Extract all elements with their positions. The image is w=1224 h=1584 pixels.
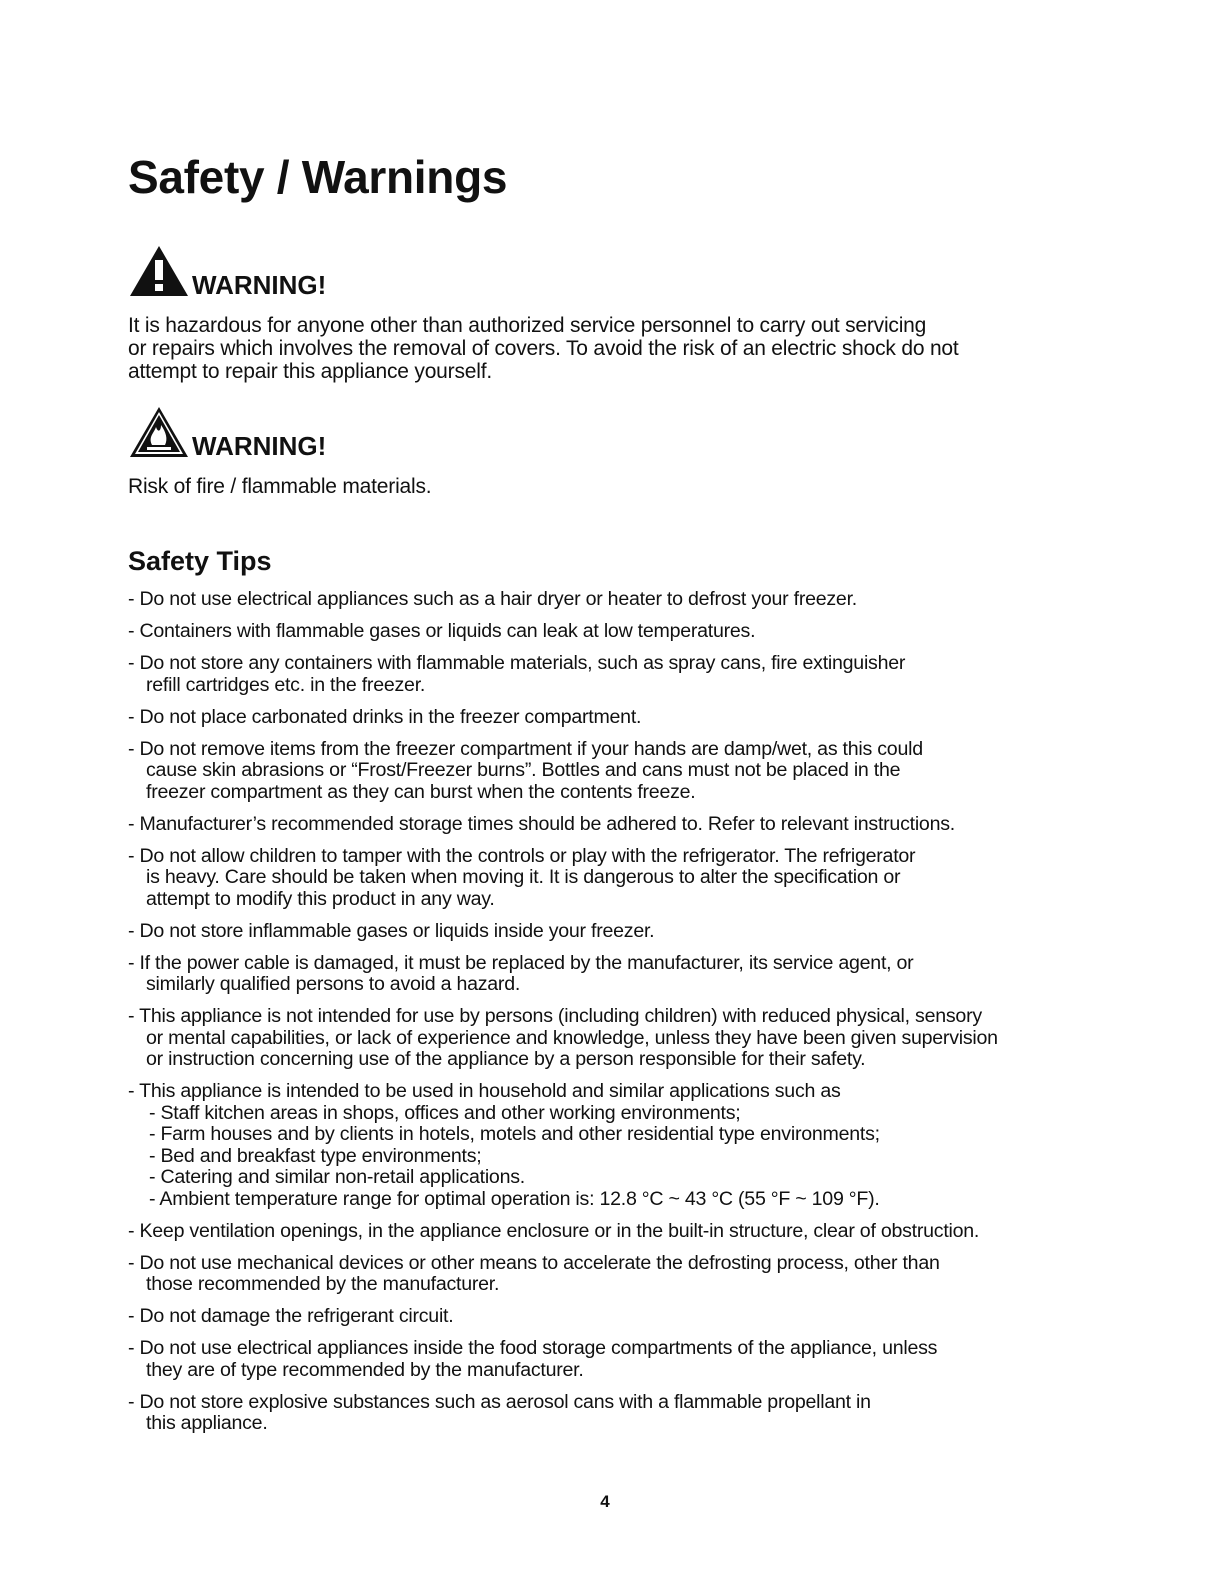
text-line: freezer compartment as they can burst when the contents freeze. (146, 780, 696, 803)
text-line: - This appliance is not intended for use by persons (including children) with reduced physical, sensory (128, 1005, 982, 1027)
text-line: this appliance. (146, 1412, 268, 1434)
text-line: is heavy. Care should be taken when moving it. It is dangerous to alter the specification or (146, 866, 901, 888)
list-item (128, 846, 998, 911)
text-line: similarly qualified persons to avoid a hazard. (146, 973, 521, 995)
warning-text-shock (128, 314, 959, 383)
safety-tips-heading: Safety Tips (128, 546, 272, 576)
text-line: - This appliance is intended to be used in household and similar applications such as (128, 1080, 841, 1102)
text-line: It is hazardous for anyone other than authorized service personnel to carry out servicing (128, 314, 927, 337)
warning-title: WARNING! (192, 270, 327, 300)
warning-title: WARNING! (192, 431, 327, 461)
text-line: attempt to modify this product in any way. (146, 887, 495, 910)
warning-heading-shock (128, 244, 326, 298)
list-item (128, 1081, 998, 1210)
flame-triangle-icon (128, 405, 190, 459)
sub-list-item: - Staff kitchen areas in shops, offices and other working environments; (149, 1101, 741, 1124)
text-line: - Do not damage the refrigerant circuit. (128, 1305, 454, 1327)
text-line: Risk of fire / flammable materials. (128, 475, 432, 498)
list-item (128, 921, 998, 943)
list-item (128, 1221, 998, 1243)
text-line: - Keep ventilation openings, in the appliance enclosure or in the built-in structure, clear of obstruction. (128, 1219, 980, 1242)
page-number: 4 (600, 1492, 610, 1511)
text-line: - Do not store any containers with flammable materials, such as spray cans, fire extinguisher (128, 652, 906, 674)
list-item (128, 1392, 998, 1435)
warning-text-fire (128, 475, 431, 498)
sub-list-item: - Ambient temperature range for optimal operation is: 12.8 °C ~ 43 °C (55 °F ~ 109 °F). (149, 1187, 880, 1210)
list-item (128, 1006, 998, 1071)
list-item (128, 814, 998, 836)
text-line: - Do not place carbonated drinks in the freezer compartment. (128, 705, 642, 728)
text-line: those recommended by the manufacturer. (146, 1273, 500, 1295)
list-item (128, 1306, 998, 1328)
text-line: attempt to repair this appliance yourself. (128, 360, 492, 383)
page-title: Safety / Warnings (128, 151, 508, 203)
text-line: or instruction concerning use of the appliance by a person responsible for their safety. (146, 1048, 866, 1070)
list-item (128, 739, 998, 804)
list-item (128, 1338, 998, 1381)
list-item (128, 621, 998, 643)
warning-heading-fire (128, 405, 326, 459)
text-line: refill cartridges etc. in the freezer. (146, 673, 426, 696)
text-line: - Do not use electrical appliances such as a hair dryer or heater to defrost your freezer. (128, 588, 857, 610)
exclamation-triangle-icon (128, 244, 190, 298)
sub-list-item: - Catering and similar non-retail applications. (149, 1166, 525, 1188)
sub-list-item: - Farm houses and by clients in hotels, motels and other residential type environments; (149, 1123, 880, 1145)
text-line: - Do not remove items from the freezer compartment if your hands are damp/wet, as this could (128, 737, 923, 760)
text-line: - Do not use electrical appliances inside the food storage compartments of the appliance, unless (128, 1337, 938, 1359)
text-line: or repairs which involves the removal of covers. To avoid the risk of an electric shock do not (128, 337, 959, 360)
text-line: - If the power cable is damaged, it must be replaced by the manufacturer, its service agent, or (128, 951, 914, 974)
safety-tips-list (128, 589, 998, 1445)
text-line: or mental capabilities, or lack of experience and knowledge, unless they have been given supervision (146, 1026, 998, 1049)
list-item (128, 1253, 998, 1296)
list-item (128, 653, 998, 696)
text-line: - Do not allow children to tamper with the controls or play with the refrigerator. The refrigerator (128, 844, 916, 867)
text-line: cause skin abrasions or “Frost/Freezer burns”. Bottles and cans must not be placed in the (146, 759, 901, 781)
list-item (128, 953, 998, 996)
text-line: - Do not store explosive substances such as aerosol cans with a flammable propellant in (128, 1390, 871, 1413)
text-line: - Containers with flammable gases or liquids can leak at low temperatures. (128, 620, 756, 642)
list-item (128, 589, 998, 611)
sub-list-item: - Bed and breakfast type environments; (149, 1144, 482, 1167)
list-item (128, 707, 998, 729)
text-line: - Do not use mechanical devices or other means to accelerate the defrosting process, other than (128, 1251, 940, 1274)
text-line: - Manufacturer’s recommended storage times should be adhered to. Refer to relevant instructions. (128, 812, 955, 835)
text-line: they are of type recommended by the manufacturer. (146, 1358, 584, 1381)
text-line: - Do not store inflammable gases or liquids inside your freezer. (128, 919, 655, 942)
